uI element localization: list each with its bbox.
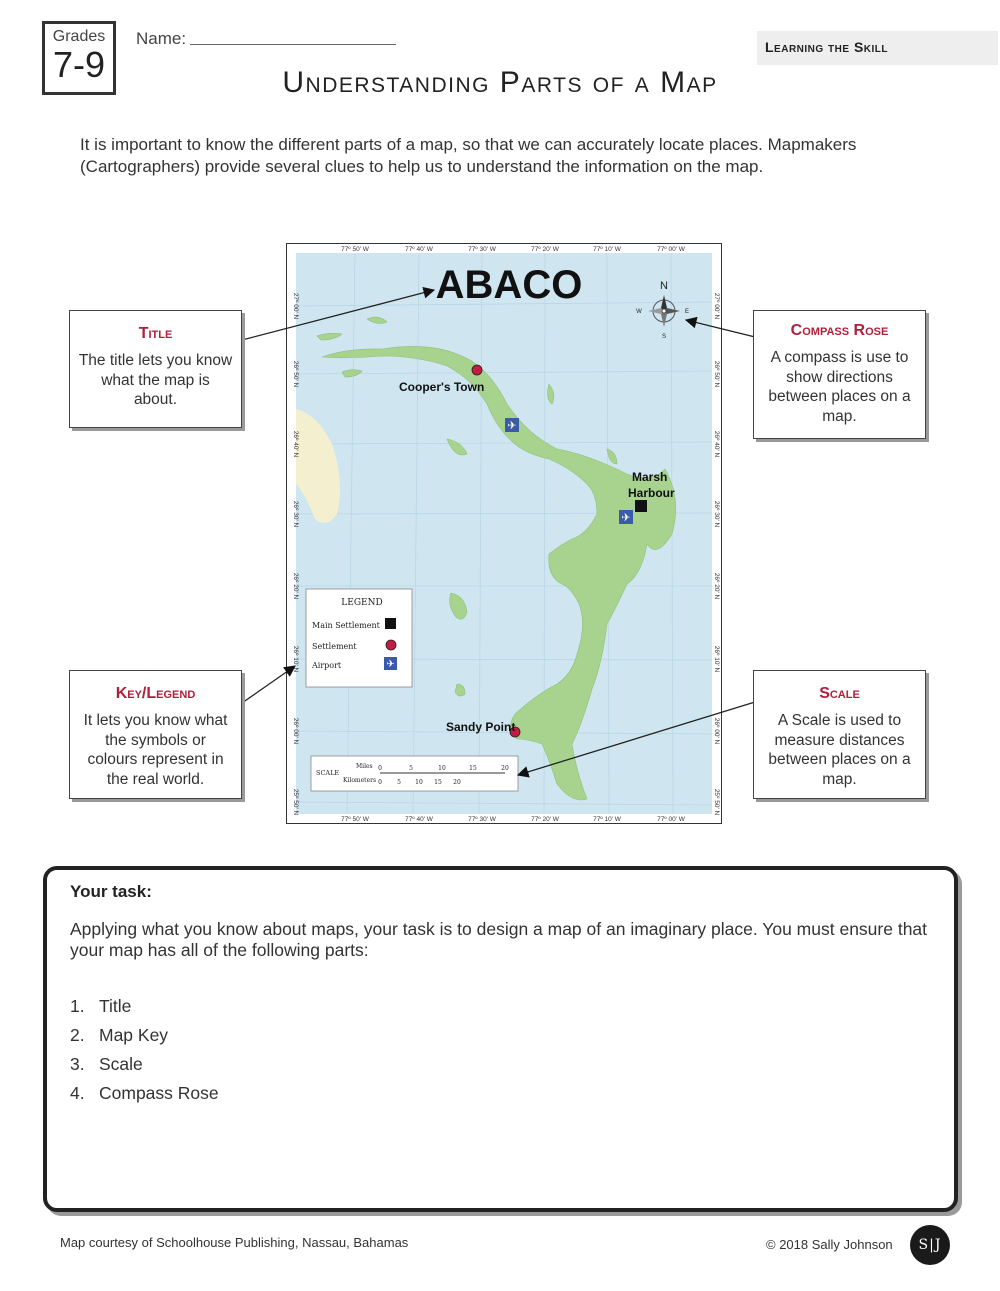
- list-item-number: 3.: [70, 1054, 85, 1074]
- scale-miles-tick: 10: [438, 765, 446, 772]
- legend-item: Settlement: [312, 642, 357, 651]
- lon-top-label: 77º 40' W: [405, 246, 433, 253]
- scale-miles-tick: 0: [378, 765, 382, 772]
- lon-bottom-label: 77º 40' W: [405, 816, 433, 823]
- grades-value: 7-9: [52, 44, 106, 85]
- callout-scale-heading: Scale: [819, 685, 860, 702]
- list-item-number: 2.: [70, 1025, 85, 1045]
- lon-bottom-label: 77º 10' W: [593, 816, 621, 823]
- list-item-label: Title: [99, 996, 132, 1016]
- lat-right-label: 26º 40' N: [713, 430, 720, 458]
- lon-top-label: 77º 10' W: [593, 246, 621, 253]
- lon-top-label: 77º 30' W: [468, 246, 496, 253]
- list-item: [70, 996, 219, 1025]
- svg-text:✈: ✈: [621, 511, 631, 524]
- callout-title-heading: Title: [138, 325, 173, 342]
- scale-km-tick: 20: [453, 779, 461, 786]
- lat-left-label: 25º 50' N: [292, 788, 299, 816]
- grades-label: Grades: [52, 28, 106, 45]
- scale-miles-tick: 15: [469, 765, 477, 772]
- map-title: ABACO: [435, 263, 583, 307]
- compass-s: S: [661, 334, 667, 340]
- lon-top-label: 77º 20' W: [531, 246, 559, 253]
- footer-credit: Map courtesy of Schoolhouse Publishing, Nassau, Bahamas: [60, 1235, 409, 1250]
- lat-left-label: 26º 50' N: [292, 360, 299, 388]
- lat-right-label: 25º 50' N: [713, 788, 720, 816]
- task-list: [70, 996, 219, 1112]
- lat-left-label: 26º 20' N: [292, 572, 299, 600]
- callout-scale-text: A Scale is used to measure distances between places on a map.: [768, 712, 911, 788]
- section-tag: Learning the Skill: [757, 31, 998, 65]
- lat-right-label: 26º 10' N: [713, 645, 720, 673]
- callout-compass-rose: [753, 310, 926, 439]
- place-label-harbour: Harbour: [628, 486, 675, 500]
- legend-item: Main Settlement: [312, 621, 380, 630]
- list-item: [70, 1083, 219, 1112]
- arrow-title: [242, 290, 434, 340]
- lat-left-label: 26º 40' N: [292, 430, 299, 458]
- legend-item: Airport: [312, 661, 342, 670]
- list-item: [70, 1025, 219, 1054]
- compass-n: N: [660, 280, 668, 292]
- callout-legend-heading: Key/Legend: [115, 685, 196, 702]
- footer-copyright: © 2018 Sally Johnson: [766, 1237, 893, 1252]
- arrow-compass: [686, 320, 755, 337]
- name-label: Name:: [136, 29, 187, 48]
- lat-right-label: 26º 30' N: [713, 500, 720, 528]
- task-text: Applying what you know about maps, your task is to design a map of an imaginary place. You must ensure that your map has all of the following parts:: [70, 919, 928, 960]
- place-label-coopers-town: Cooper's Town: [399, 380, 485, 394]
- lat-left-label: 26º 30' N: [292, 500, 299, 528]
- callout-compass-text: A compass is use to show directions between places on a map.: [768, 349, 911, 425]
- list-item: [70, 1054, 219, 1083]
- lon-top-label: 77º 00' W: [657, 246, 685, 253]
- lon-bottom-label: 77º 00' W: [657, 816, 685, 823]
- scale-km-tick: 15: [434, 779, 442, 786]
- lat-right-label: 27º 00' N: [713, 292, 720, 320]
- scale-label: SCALE: [316, 769, 340, 777]
- list-item-label: Compass Rose: [99, 1083, 219, 1103]
- arrow-scale: [518, 702, 755, 775]
- list-item-number: 1.: [70, 996, 85, 1016]
- lon-bottom-label: 77º 20' W: [531, 816, 559, 823]
- list-item-label: Map Key: [99, 1025, 169, 1045]
- callout-scale: [753, 670, 926, 799]
- callout-key-legend: [69, 670, 242, 799]
- svg-text:✈: ✈: [386, 659, 395, 670]
- compass-e: E: [684, 309, 690, 315]
- list-item-label: Scale: [99, 1054, 143, 1074]
- lon-top-label: 77º 50' W: [341, 246, 369, 253]
- lat-left-label: 26º 00' N: [292, 717, 299, 745]
- place-label-marsh: Marsh: [632, 470, 668, 484]
- lon-bottom-label: 77º 30' W: [468, 816, 496, 823]
- svg-text:✈: ✈: [507, 419, 517, 432]
- scale-km-tick: 0: [378, 779, 382, 786]
- scale-miles-tick: 5: [409, 765, 413, 772]
- callout-compass-heading: Compass Rose: [790, 322, 889, 339]
- lon-bottom-label: 77º 50' W: [341, 816, 369, 823]
- lat-right-label: 26º 00' N: [713, 717, 720, 745]
- scale-miles-label: Miles: [356, 763, 373, 770]
- lat-right-label: 26º 50' N: [713, 360, 720, 388]
- arrow-legend: [242, 666, 295, 703]
- scale-km-tick: 5: [397, 779, 401, 786]
- sj-logo: S|J: [910, 1225, 950, 1265]
- callout-title: [69, 310, 242, 428]
- legend-title: LEGEND: [341, 598, 383, 608]
- lat-right-label: 26º 20' N: [713, 572, 720, 600]
- page-title: Understanding Parts of a Map: [282, 66, 718, 99]
- place-label-sandy-point: Sandy Point: [446, 720, 516, 734]
- scale-miles-tick: 20: [501, 765, 509, 772]
- callout-legend-text: It lets you know what the symbols or colours represent in the real world.: [83, 712, 228, 788]
- lat-left-label: 26º 10' N: [292, 645, 299, 673]
- list-item-number: 4.: [70, 1083, 85, 1103]
- intro-paragraph: It is important to know the different parts of a map, so that we can accurately locate places. Mapmakers (Cartographers) provide several clues to help us to understand the information on the map.: [80, 135, 857, 176]
- callout-title-text: The title lets you know what the map is about.: [78, 352, 233, 408]
- compass-w: W: [636, 309, 642, 315]
- scale-km-tick: 10: [415, 779, 423, 786]
- task-heading: Your task:: [70, 882, 152, 901]
- lat-left-label: 27º 00' N: [292, 292, 299, 320]
- scale-km-label: Kilometers: [343, 777, 377, 784]
